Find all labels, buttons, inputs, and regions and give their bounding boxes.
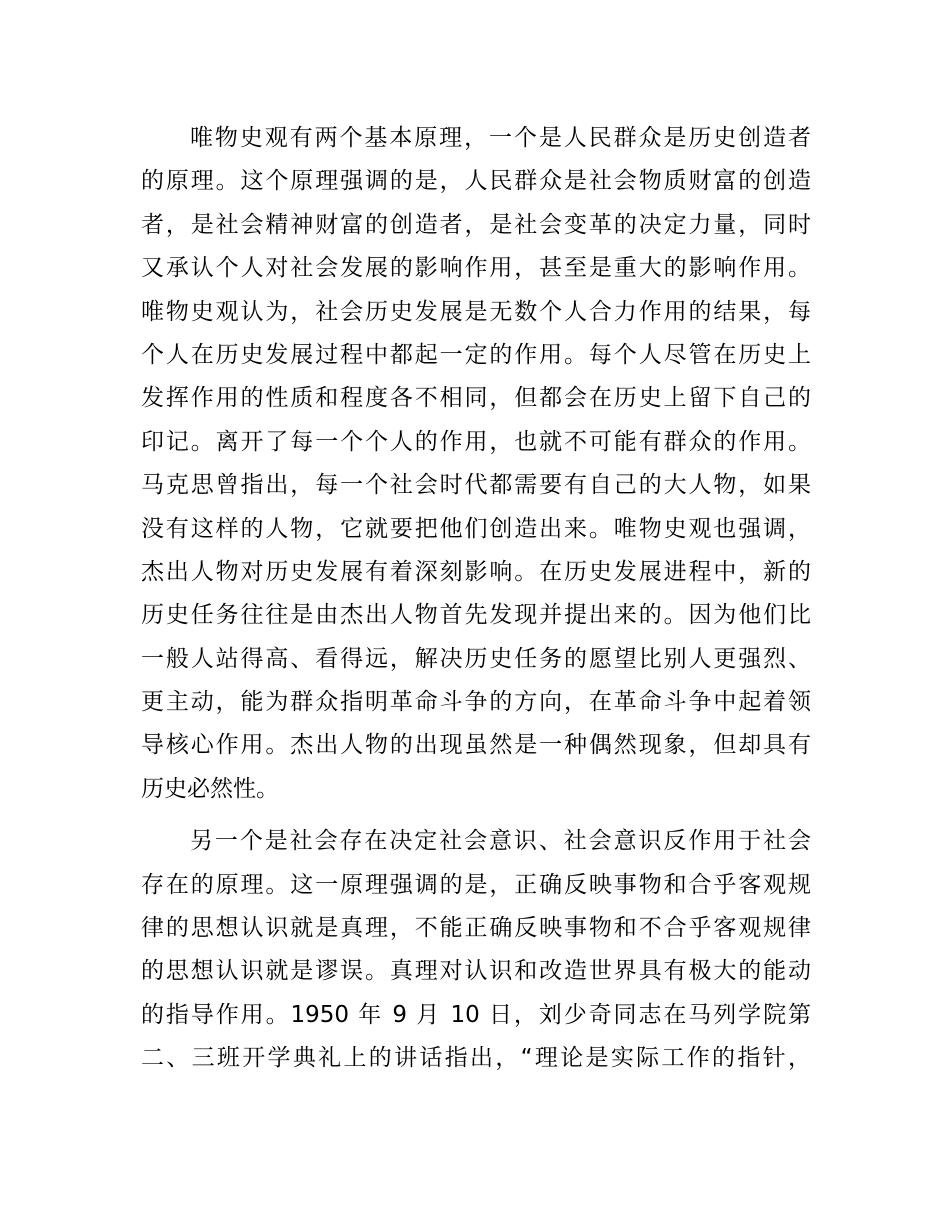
text-line: 律的思想认识就是真理，不能正确反映事物和不合乎客观规律 <box>141 915 811 942</box>
text-line: 发挥作用的性质和程度各不相同，但都会在历史上留下自己的 <box>141 385 811 412</box>
text-line: 历史任务往往是由杰出人物首先发现并提出来的。因为他们比 <box>141 602 811 629</box>
text-line: 又承认个人对社会发展的影响作用，甚至是重大的影响作用。 <box>141 255 811 282</box>
text-line: 没有这样的人物，它就要把他们创造出来。唯物史观也强调， <box>141 515 811 542</box>
text-line: 另一个是社会存在决定社会意识、社会意识反作用于社会 <box>190 828 811 855</box>
document-body <box>141 117 811 1081</box>
text-line: 一般人站得高、看得远，解决历史任务的愿望比别人更强烈、 <box>141 645 811 672</box>
text-line: 马克思曾指出，每一个社会时代都需要有自己的大人物，如果 <box>141 472 811 499</box>
paragraph-2 <box>141 820 811 1080</box>
text-line: 历史必然性。 <box>141 775 279 802</box>
text-line: 的原理。这个原理强调的是，人民群众是社会物质财富的创造 <box>141 168 811 195</box>
text-line: 印记。离开了每一个个人的作用，也就不可能有群众的作用。 <box>141 428 811 455</box>
text-line: 者，是社会精神财富的创造者，是社会变革的决定力量，同时 <box>141 211 811 238</box>
text-line: 唯物史观有两个基本原理，一个是人民群众是历史创造者 <box>190 125 811 151</box>
text-line: 的思想认识就是谬误。真理对认识和改造世界具有极大的能动 <box>141 958 811 985</box>
text-line: 更主动，能为群众指明革命斗争的方向，在革命斗争中起着领 <box>141 689 811 716</box>
paragraph-1 <box>141 117 811 811</box>
text-line: 个人在历史发展过程中都起一定的作用。每个人尽管在历史上 <box>141 341 811 368</box>
paragraph-gap <box>141 811 811 820</box>
text-line: 杰出人物对历史发展有着深刻影响。在历史发展进程中，新的 <box>141 558 811 585</box>
text-line: 的指导作用。1950 年 9 月 10 日，刘少奇同志在马列学院第 <box>141 1001 811 1028</box>
text-line: 存在的原理。这一原理强调的是，正确反映事物和合乎客观规 <box>141 871 811 898</box>
text-line: 二、三班开学典礼上的讲话指出，“理论是实际工作的指针， <box>141 1045 811 1072</box>
text-line: 唯物史观认为，社会历史发展是无数个人合力作用的结果，每 <box>141 298 811 325</box>
text-line: 导核心作用。杰出人物的出现虽然是一种偶然现象，但却具有 <box>141 732 811 759</box>
